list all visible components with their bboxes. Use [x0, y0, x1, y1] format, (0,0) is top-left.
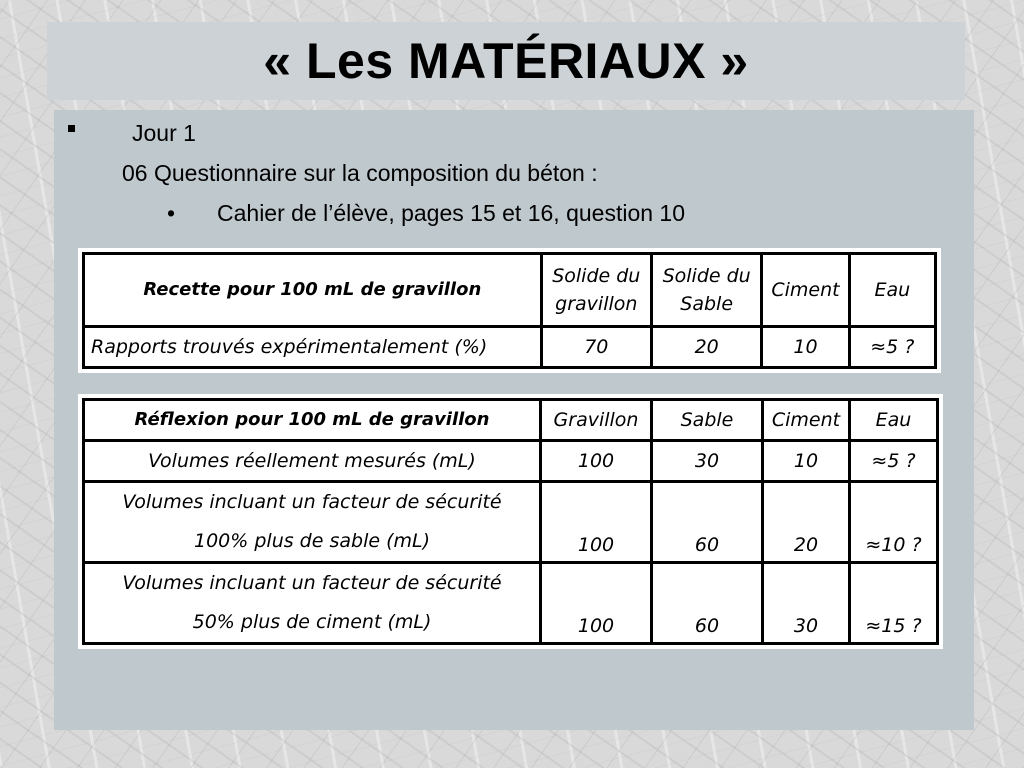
reflection-table: [82, 398, 939, 645]
table-cell: 100: [541, 482, 652, 563]
label-line: Volumes incluant un facteur de sécurité: [122, 491, 502, 513]
table-cell: ≈5 ?: [849, 327, 935, 368]
table-row: [84, 482, 938, 563]
table-header-cell: Recette pour 100 mL de gravillon: [84, 254, 542, 327]
recipe-table-frame: [78, 248, 941, 373]
label-line: 100% plus de sable (mL): [194, 530, 430, 552]
table-cell: 30: [652, 441, 763, 482]
table-header-row: [84, 400, 938, 441]
table-cell: 10: [763, 441, 850, 482]
table-cell: 70: [541, 327, 651, 368]
content-panel: [54, 110, 974, 730]
table-row: [84, 563, 938, 644]
label-line: Volumes incluant un facteur de sécurité: [122, 572, 502, 594]
table-cell: 20: [763, 482, 850, 563]
table-cell-label: [84, 482, 541, 563]
table-cell: 30: [763, 563, 850, 644]
title-bar: [47, 22, 965, 100]
table-cell: 10: [762, 327, 849, 368]
table-header-cell: Ciment: [762, 254, 849, 327]
header-line: gravillon: [555, 293, 638, 315]
table-cell: ≈10 ?: [850, 482, 938, 563]
table-header-cell: Gravillon: [541, 400, 652, 441]
table-header-row: [84, 254, 936, 327]
table-cell: 20: [651, 327, 761, 368]
table-header-cell: Eau: [849, 254, 935, 327]
table-row: [84, 327, 936, 368]
label-line: 50% plus de ciment (mL): [192, 611, 432, 633]
slide-title: « Les MATÉRIAUX »: [263, 33, 749, 89]
bullet-level2: 06 Questionnaire sur la composition du béton :: [122, 160, 598, 186]
header-line: Sable: [680, 293, 734, 315]
header-line: Solide du: [552, 265, 641, 287]
table-header-cell: Sable: [652, 400, 763, 441]
table-header-cell: [651, 254, 761, 327]
square-bullet-icon: [68, 125, 75, 132]
table-cell: ≈15 ?: [850, 563, 938, 644]
table-header-cell: [541, 254, 651, 327]
table-cell: 60: [652, 563, 763, 644]
table-cell-label: Volumes réellement mesurés (mL): [84, 441, 541, 482]
table-cell: 60: [652, 482, 763, 563]
table-cell: 100: [541, 441, 652, 482]
header-line: Solide du: [662, 265, 751, 287]
bullet-level3: Cahier de l’élève, pages 15 et 16, question 10: [217, 200, 685, 226]
table-header-cell: Réflexion pour 100 mL de gravillon: [84, 400, 541, 441]
table-cell: ≈5 ?: [850, 441, 938, 482]
recipe-table: [82, 252, 937, 369]
table-header-cell: Eau: [850, 400, 938, 441]
table-cell-label: Rapports trouvés expérimentalement (%): [84, 327, 542, 368]
reflection-table-frame: [78, 394, 943, 649]
table-row: [84, 441, 938, 482]
table-header-cell: Ciment: [763, 400, 850, 441]
table-cell-label: [84, 563, 541, 644]
bullet-level1: Jour 1: [132, 120, 196, 146]
round-bullet-icon: •: [167, 200, 176, 226]
table-cell: 100: [541, 563, 652, 644]
